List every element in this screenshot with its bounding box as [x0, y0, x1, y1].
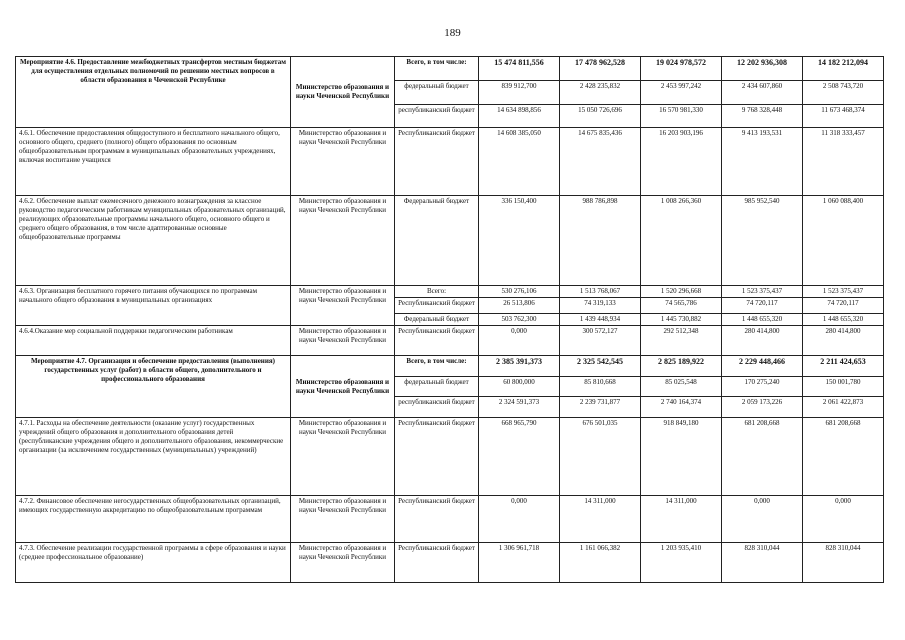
amount-cell: 2 825 189,922: [641, 356, 722, 377]
amount-cell: 150 001,780: [803, 377, 884, 397]
table-row: [16, 543, 884, 583]
responsible-org: Министерство образования и науки Чеченской Республики: [291, 326, 395, 356]
amount-cell: 300 572,127: [560, 326, 641, 356]
amount-cell: 828 310,044: [803, 543, 884, 583]
amount-cell: 85 810,668: [560, 377, 641, 397]
amount-cell: 676 501,035: [560, 418, 641, 496]
amount-cell: 985 952,540: [722, 196, 803, 286]
item-description: 4.7.3. Обеспечение реализации государственной программы в сфере образования и науки (среднее профессиональное образование): [16, 543, 291, 583]
amount-cell: 2 385 391,373: [479, 356, 560, 377]
amount-cell: 19 024 978,572: [641, 57, 722, 81]
funding-source: федеральный бюджет: [395, 377, 479, 397]
amount-cell: 14 675 835,436: [560, 128, 641, 196]
amount-cell: 1 523 375,437: [803, 286, 884, 298]
amount-cell: 74 720,117: [722, 298, 803, 314]
amount-cell: 668 965,790: [479, 418, 560, 496]
amount-cell: 2 508 743,720: [803, 81, 884, 105]
funding-source: республиканский бюджет: [395, 397, 479, 418]
responsible-org: Министерство образования и науки Чеченской Республики: [291, 57, 395, 128]
amount-cell: 1 161 066,382: [560, 543, 641, 583]
amount-cell: 1 448 655,320: [722, 314, 803, 326]
amount-cell: 2 740 164,374: [641, 397, 722, 418]
amount-cell: 2 211 424,653: [803, 356, 884, 377]
funding-source: Республиканский бюджет: [395, 418, 479, 496]
amount-cell: 14 634 898,856: [479, 105, 560, 128]
amount-cell: 2 229 448,466: [722, 356, 803, 377]
amount-cell: 11 318 333,457: [803, 128, 884, 196]
amount-cell: 11 673 468,374: [803, 105, 884, 128]
table-row: [16, 496, 884, 543]
funding-source: Всего:: [395, 286, 479, 298]
amount-cell: 2 453 997,242: [641, 81, 722, 105]
amount-cell: 1 203 935,410: [641, 543, 722, 583]
amount-cell: 336 150,400: [479, 196, 560, 286]
amount-cell: 14 608 385,050: [479, 128, 560, 196]
amount-cell: 2 059 173,226: [722, 397, 803, 418]
amount-cell: 2 434 607,860: [722, 81, 803, 105]
funding-source: Республиканский бюджет: [395, 298, 479, 314]
amount-cell: 85 025,548: [641, 377, 722, 397]
funding-source: Республиканский бюджет: [395, 128, 479, 196]
table-row: [16, 326, 884, 356]
responsible-org: Министерство образования и науки Чеченской Республики: [291, 543, 395, 583]
responsible-org: Министерство образования и науки Чеченской Республики: [291, 418, 395, 496]
amount-cell: 15 050 726,696: [560, 105, 641, 128]
table-row: [16, 196, 884, 286]
amount-cell: 0,000: [722, 496, 803, 543]
table-row: [16, 356, 884, 377]
amount-cell: 503 762,300: [479, 314, 560, 326]
item-description: 4.6.3. Организация бесплатного горячего питания обучающихся по программам начального общего образования в муниципальных организациях: [16, 286, 291, 326]
funding-source: Республиканский бюджет: [395, 496, 479, 543]
amount-cell: 74 720,117: [803, 298, 884, 314]
amount-cell: 12 202 936,308: [722, 57, 803, 81]
table-row: [16, 57, 884, 81]
amount-cell: 292 512,348: [641, 326, 722, 356]
table-row: [16, 418, 884, 496]
amount-cell: 170 275,240: [722, 377, 803, 397]
funding-source: Федеральный бюджет: [395, 314, 479, 326]
amount-cell: 9 768 328,448: [722, 105, 803, 128]
responsible-org: Министерство образования и науки Чеченской Республики: [291, 196, 395, 286]
amount-cell: 2 061 422,873: [803, 397, 884, 418]
amount-cell: 1 513 768,067: [560, 286, 641, 298]
responsible-org: Министерство образования и науки Чеченской Республики: [291, 286, 395, 326]
funding-source: республиканский бюджет: [395, 105, 479, 128]
amount-cell: 1 523 375,437: [722, 286, 803, 298]
amount-cell: 988 786,898: [560, 196, 641, 286]
amount-cell: 1 306 961,718: [479, 543, 560, 583]
amount-cell: 26 513,806: [479, 298, 560, 314]
funding-source: Республиканский бюджет: [395, 543, 479, 583]
responsible-org: Министерство образования и науки Чеченской Республики: [291, 496, 395, 543]
amount-cell: 74 565,786: [641, 298, 722, 314]
amount-cell: 2 239 731,877: [560, 397, 641, 418]
amount-cell: 0,000: [803, 496, 884, 543]
amount-cell: 14 311,000: [560, 496, 641, 543]
page-number: 189: [444, 27, 461, 39]
amount-cell: 1 448 655,320: [803, 314, 884, 326]
table-row: [16, 128, 884, 196]
amount-cell: 0,000: [479, 496, 560, 543]
funding-source: федеральный бюджет: [395, 81, 479, 105]
budget-table: [15, 56, 884, 583]
amount-cell: 280 414,800: [803, 326, 884, 356]
amount-cell: 1 445 730,882: [641, 314, 722, 326]
funding-source: Всего, в том числе:: [395, 57, 479, 81]
amount-cell: 1 439 448,934: [560, 314, 641, 326]
amount-cell: 14 311,000: [641, 496, 722, 543]
amount-cell: 14 182 212,094: [803, 57, 884, 81]
measure-title: Мероприятие 4.7. Организация и обеспечение предоставления (выполнения) государственных услуг (работ) в области общего, дополнительного и профессионального образования: [16, 356, 291, 418]
amount-cell: 1 520 296,668: [641, 286, 722, 298]
amount-cell: 16 570 981,330: [641, 105, 722, 128]
funding-source: Федеральный бюджет: [395, 196, 479, 286]
amount-cell: 60 800,000: [479, 377, 560, 397]
amount-cell: 0,000: [479, 326, 560, 356]
amount-cell: 9 413 193,531: [722, 128, 803, 196]
item-description: 4.6.4.Оказание мер социальной поддержки педагогическим работникам: [16, 326, 291, 356]
amount-cell: 681 208,668: [722, 418, 803, 496]
amount-cell: 2 428 235,832: [560, 81, 641, 105]
item-description: 4.7.1. Расходы на обеспечение деятельности (оказание услуг) государственных учреждений общего образования и дополнительного образования детей (республиканские учреждения общего и дополнительного образования, некоммерческие организации (за исключением государственных (муниципальных) учреждений): [16, 418, 291, 496]
amount-cell: 918 849,180: [641, 418, 722, 496]
amount-cell: 828 310,044: [722, 543, 803, 583]
amount-cell: 280 414,800: [722, 326, 803, 356]
amount-cell: 839 912,700: [479, 81, 560, 105]
measure-title: Мероприятие 4.6. Предоставление межбюджетных трансфертов местным бюджетам для осуществления отдельных полномочий по решению местных вопросов в области образования в Чеченской Республике: [16, 57, 291, 128]
amount-cell: 74 319,133: [560, 298, 641, 314]
amount-cell: 530 276,106: [479, 286, 560, 298]
item-description: 4.6.2. Обеспечение выплат ежемесячного денежного вознаграждения за классное руководство педагогическим работникам муниципальных образовательных организаций, реализующих образовательные программы начального общего, основного общего и среднего общего образования, в том числе адаптированные основные общеобразовательные программы: [16, 196, 291, 286]
item-description: 4.7.2. Финансовое обеспечение негосударственных общеобразовательных организаций, имеющих государственную аккредитацию по общеобразовательным программам: [16, 496, 291, 543]
amount-cell: 681 208,668: [803, 418, 884, 496]
amount-cell: 2 324 591,373: [479, 397, 560, 418]
amount-cell: 16 203 903,196: [641, 128, 722, 196]
amount-cell: 17 478 962,528: [560, 57, 641, 81]
table-row: [16, 286, 884, 298]
amount-cell: 2 325 542,545: [560, 356, 641, 377]
funding-source: Всего, в том числе:: [395, 356, 479, 377]
responsible-org: Министерство образования и науки Чеченской Республики: [291, 128, 395, 196]
item-description: 4.6.1. Обеспечение предоставления общедоступного и бесплатного начального общего, основного общего, среднего (полного) общего образования по основным общеобразовательным программам в муниципальных образовательных учреждениях, включая воспитание учащихся: [16, 128, 291, 196]
amount-cell: 1 060 088,400: [803, 196, 884, 286]
amount-cell: 15 474 811,556: [479, 57, 560, 81]
amount-cell: 1 008 266,360: [641, 196, 722, 286]
funding-source: Республиканский бюджет: [395, 326, 479, 356]
responsible-org: Министерство образования и науки Чеченской Республики: [291, 356, 395, 418]
